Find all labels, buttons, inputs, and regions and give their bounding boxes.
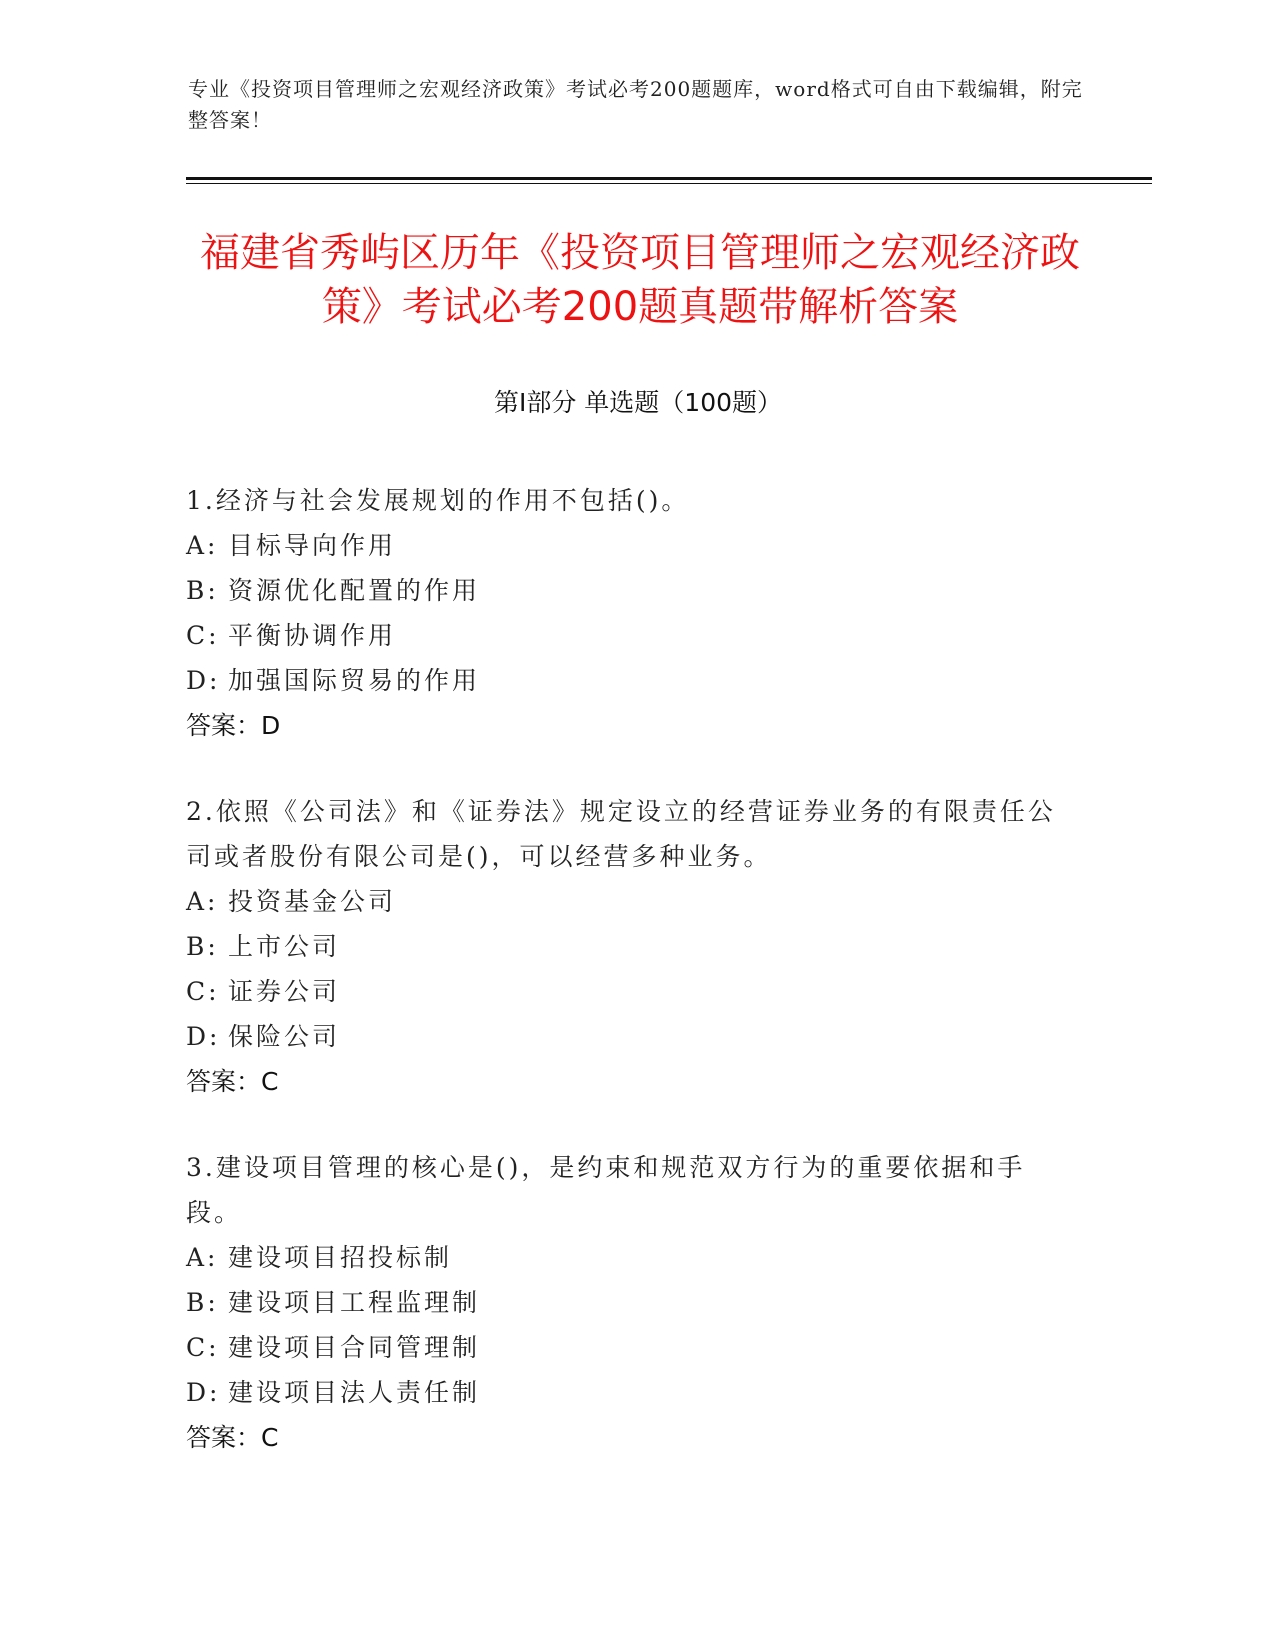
option-key: B: xyxy=(186,932,219,961)
option-key: C: xyxy=(186,621,220,650)
question-answer: 答案：C xyxy=(186,1423,279,1452)
question-stem: 2.依照《公司法》和《证券法》规定设立的经营证券业务的有限责任公司或者股份有限公司是()，可以经营多种业务。 xyxy=(186,797,1056,871)
option-a xyxy=(186,1235,1066,1280)
option-a xyxy=(186,879,1066,924)
question-2 xyxy=(186,789,1066,1104)
option-text: 平衡协调作用 xyxy=(228,621,397,650)
option-text: 建设项目工程监理制 xyxy=(228,1288,481,1317)
header-note: 专业《投资项目管理师之宏观经济政策》考试必考200题题库，word格式可自由下载编辑，附完整答案！ xyxy=(188,77,1083,132)
question-stem: 1.经济与社会发展规划的作用不包括()。 xyxy=(186,486,690,515)
option-d xyxy=(186,658,1066,703)
option-d xyxy=(186,1370,1066,1415)
option-text: 加强国际贸易的作用 xyxy=(228,666,481,695)
option-key: D: xyxy=(186,1378,221,1407)
option-text: 上市公司 xyxy=(228,932,341,961)
option-key: A: xyxy=(186,1243,219,1272)
option-text: 建设项目招投标制 xyxy=(228,1243,453,1272)
option-b xyxy=(186,924,1066,969)
question-stem: 3.建设项目管理的核心是()，是约束和规范双方行为的重要依据和手段。 xyxy=(186,1153,1026,1227)
option-text: 保险公司 xyxy=(228,1022,341,1051)
option-key: A: xyxy=(186,887,219,916)
section-title: 第I部分 单选题（100题） xyxy=(493,388,783,417)
header-divider-thick xyxy=(186,177,1152,180)
option-text: 证券公司 xyxy=(228,977,341,1006)
option-key: C: xyxy=(186,977,220,1006)
option-b xyxy=(186,568,1066,613)
option-text: 投资基金公司 xyxy=(228,887,397,916)
header-divider-thin xyxy=(186,183,1152,184)
option-text: 建设项目法人责任制 xyxy=(228,1378,481,1407)
option-d xyxy=(186,1014,1066,1059)
option-text: 建设项目合同管理制 xyxy=(228,1333,481,1362)
option-key: B: xyxy=(186,576,219,605)
option-text: 目标导向作用 xyxy=(228,531,397,560)
option-text: 资源优化配置的作用 xyxy=(228,576,481,605)
option-key: B: xyxy=(186,1288,219,1317)
option-b xyxy=(186,1280,1066,1325)
option-key: A: xyxy=(186,531,219,560)
option-c xyxy=(186,1325,1066,1370)
option-c xyxy=(186,613,1066,658)
option-key: D: xyxy=(186,666,221,695)
option-a xyxy=(186,523,1066,568)
option-key: C: xyxy=(186,1333,220,1362)
question-answer: 答案：D xyxy=(186,711,281,740)
question-list xyxy=(186,478,1066,1501)
option-key: D: xyxy=(186,1022,221,1051)
question-1 xyxy=(186,478,1066,748)
document-title: 福建省秀屿区历年《投资项目管理师之宏观经济政策》考试必考200题真题带解析答案 xyxy=(200,230,1080,330)
question-answer: 答案：C xyxy=(186,1067,279,1096)
option-c xyxy=(186,969,1066,1014)
question-3 xyxy=(186,1145,1066,1460)
